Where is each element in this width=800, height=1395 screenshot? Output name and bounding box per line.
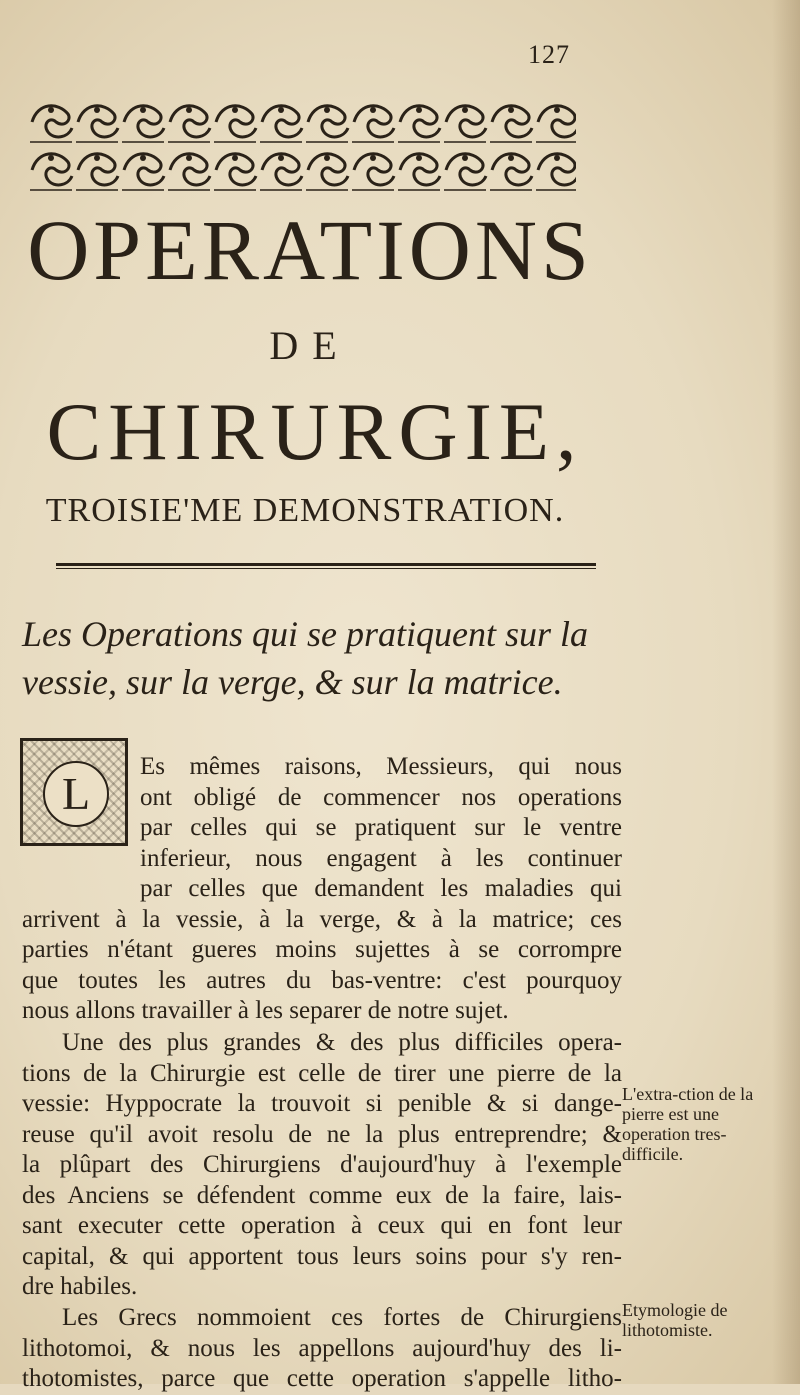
drop-cap-letter: L bbox=[43, 761, 109, 827]
text-line: nous allons travailler à les separer de notre sujet. bbox=[22, 997, 509, 1024]
title-demonstration: TROISIE'ME DEMONSTRATION. bbox=[45, 492, 565, 529]
decorative-headpiece bbox=[28, 98, 576, 194]
paragraph-3 bbox=[22, 1303, 622, 1395]
title-operations: OPERATIONS bbox=[27, 202, 593, 298]
paragraph-2 bbox=[22, 1028, 622, 1303]
text-line: Une des plus grandes & des plus difficiles opera- bbox=[62, 1029, 622, 1056]
divider-rule-thin bbox=[56, 568, 596, 569]
text-line: tions de la Chirurgie est celle de tirer une pierre de la bbox=[22, 1059, 622, 1087]
text-line: reuse qu'il avoit resolu de ne la plus entreprendre; & bbox=[22, 1120, 622, 1148]
text-line: dre habiles. bbox=[22, 1273, 138, 1300]
text-line: par celles que demandent les maladies qui bbox=[140, 875, 622, 902]
page-edge-shadow bbox=[772, 0, 800, 1384]
title-chirurgie: CHIRURGIE, bbox=[46, 386, 584, 477]
text-line: lithotomoi, & nous les appellons aujourd'huy des li- bbox=[22, 1334, 622, 1362]
divider-rule bbox=[56, 563, 596, 566]
text-line: la plûpart des Chirurgiens d'aujourd'huy à l'exemple bbox=[22, 1151, 622, 1178]
text-line: Les Grecs nommoient ces fortes de Chirurgiens bbox=[62, 1304, 622, 1331]
text-line: inferieur, nous engagent à les continuer bbox=[140, 844, 622, 872]
paragraph-1 bbox=[22, 752, 622, 1027]
text-line: capital, & qui apportent tous leurs soins pour s'y ren- bbox=[22, 1242, 622, 1270]
margin-note-extraction: L'extra-ction de la pierre est une operation tres-difficile. bbox=[622, 1084, 754, 1164]
title-de: DE bbox=[269, 323, 351, 368]
text-line: sant executer cette operation à ceux qui en font leur bbox=[22, 1212, 622, 1239]
text-line: thotomistes, parce que cette operation s'appelle litho- bbox=[22, 1365, 622, 1392]
text-line: que toutes les autres du bas-ventre: c'est pourquoy bbox=[22, 966, 622, 994]
text-line: vessie: Hyppocrate la trouvoit si penible & si dange- bbox=[22, 1090, 622, 1117]
text-line: Es mêmes raisons, Messieurs, qui nous bbox=[140, 753, 622, 780]
text-line: des Anciens se défendent comme eux de la faire, lais- bbox=[22, 1181, 622, 1209]
page-number: 127 bbox=[528, 40, 570, 69]
text-line: par celles qui se pratiquent sur le ventre bbox=[140, 814, 622, 841]
margin-note-etymology: Etymologie de lithotomiste. bbox=[622, 1300, 728, 1340]
text-line: arrivent à la vessie, à la verge, & à la matrice; ces bbox=[22, 905, 622, 933]
text-line: parties n'étant gueres moins sujettes à se corrompre bbox=[22, 936, 622, 963]
section-heading: Les Operations qui se pratiquent sur la vessie, sur la verge, & sur la matrice. bbox=[22, 614, 589, 702]
text-line: ont obligé de commencer nos operations bbox=[140, 783, 622, 811]
